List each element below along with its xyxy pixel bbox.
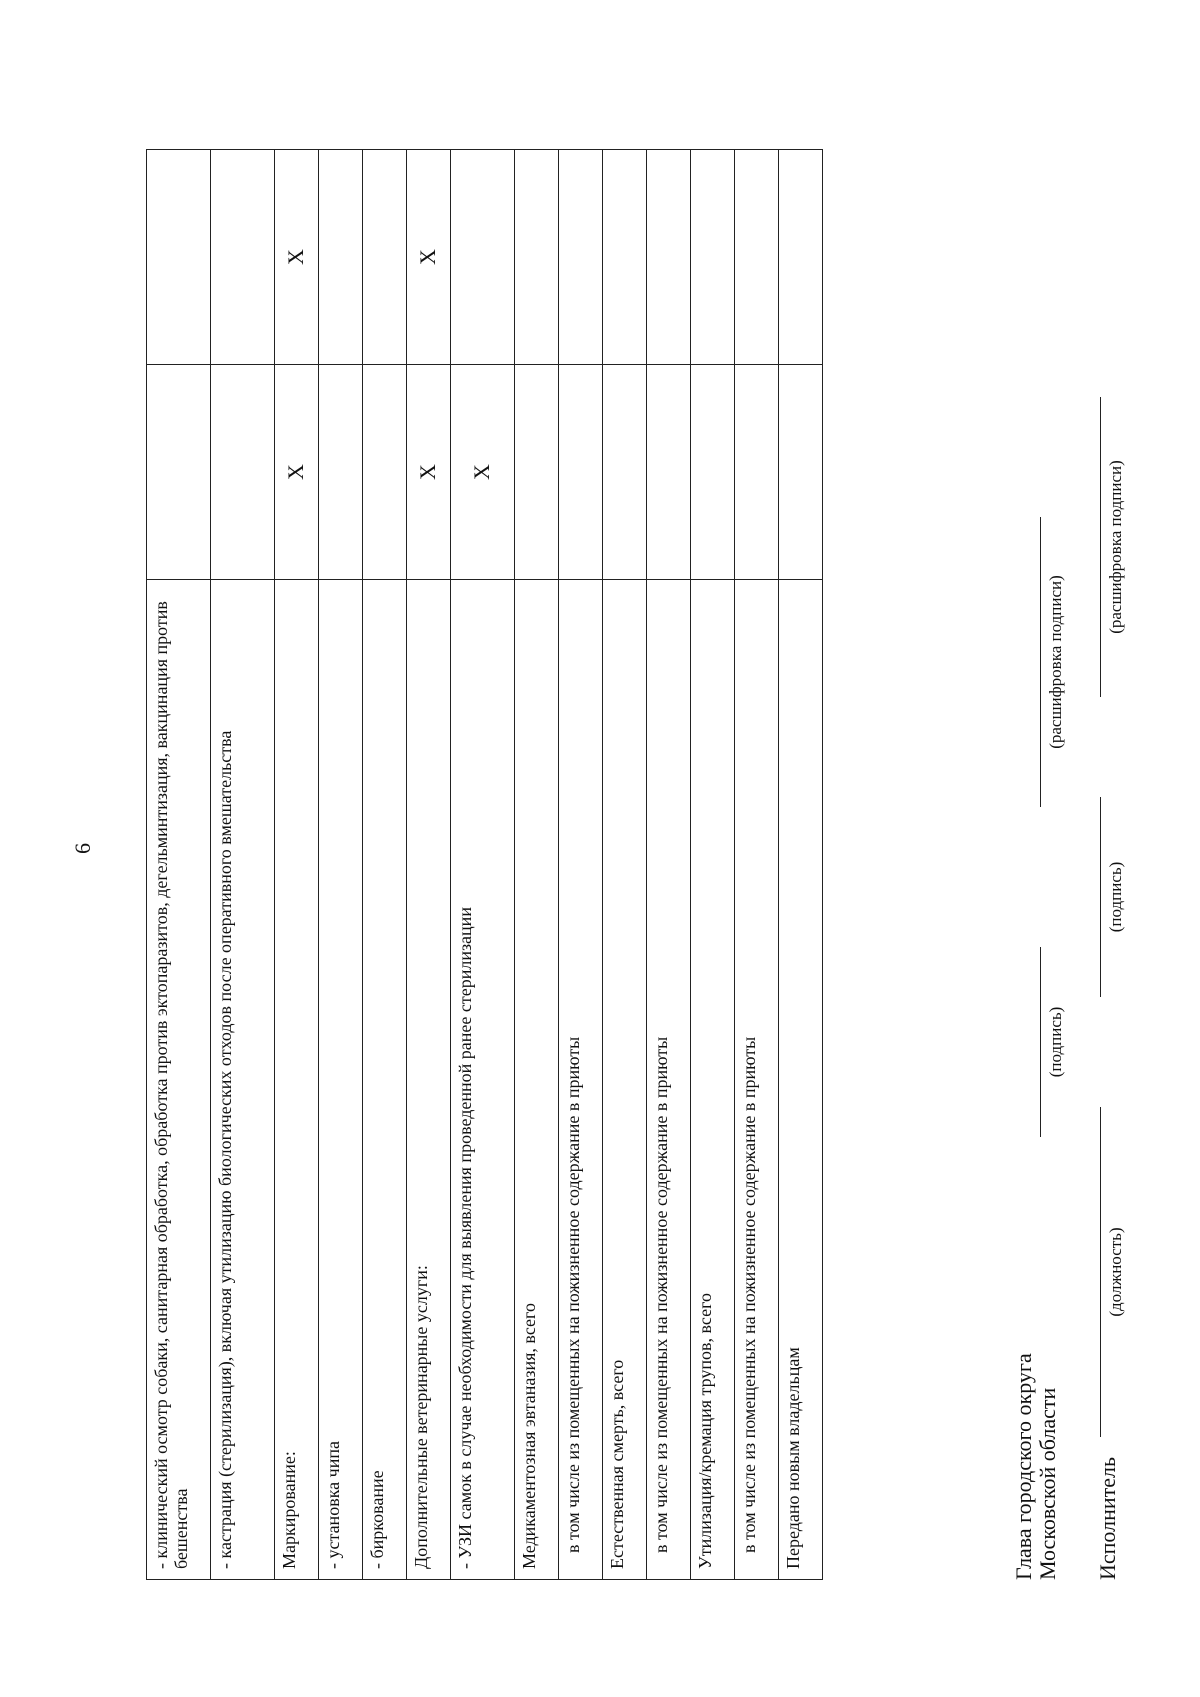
- row-mark-col2: [147, 365, 211, 580]
- table-row: [691, 150, 735, 1580]
- row-mark-col2: [691, 365, 735, 580]
- row-mark-col3: [603, 150, 647, 365]
- row-mark-col2: X: [407, 365, 451, 580]
- row-mark-col3: [559, 150, 603, 365]
- row-mark-col3: [691, 150, 735, 365]
- row-mark-col2: [735, 365, 779, 580]
- table-row: [275, 150, 319, 1580]
- table-row: [319, 150, 363, 1580]
- row-mark-col3: [779, 150, 823, 365]
- row-mark-col2: [647, 365, 691, 580]
- row-mark-col3: [363, 150, 407, 365]
- row-label: - биркование: [363, 580, 407, 1580]
- row-label: в том числе из помещенных на пожизненное содержание в приюты: [735, 580, 779, 1580]
- row-label: - установка чипа: [319, 580, 363, 1580]
- executor-block: [1096, 1457, 1121, 1580]
- table-row: [211, 150, 275, 1580]
- row-label: - кастрация (стерилизация), включая утилизацию биологических отходов после оперативного вмешательства: [211, 580, 275, 1580]
- executor-position-line: [1100, 1107, 1101, 1437]
- row-mark-col2: [603, 365, 647, 580]
- head-sign-line: [1040, 947, 1041, 1137]
- executor-decode-line: [1100, 397, 1101, 697]
- row-mark-col2: X: [451, 365, 515, 580]
- head-signature-block: [1012, 1353, 1060, 1580]
- table-row: [147, 150, 211, 1580]
- row-mark-col2: X: [275, 365, 319, 580]
- table-row: [363, 150, 407, 1580]
- executor-decode-caption: (расшифровка подписи): [1106, 460, 1125, 634]
- row-label: - клинический осмотр собаки, санитарная обработка, обработка против эктопаразитов, дегельминтизация, вакцинация против бешенства: [147, 580, 211, 1580]
- row-label: Медикаментозная эвтаназия, всего: [515, 580, 559, 1580]
- row-label: Передано новым владельцам: [779, 580, 823, 1580]
- row-mark-col3: [647, 150, 691, 365]
- executor-position-caption: (должность): [1106, 1227, 1125, 1317]
- row-label: Маркирование:: [275, 580, 319, 1580]
- row-mark-col3: [515, 150, 559, 365]
- row-mark-col3: X: [407, 150, 451, 365]
- row-mark-col3: X: [275, 150, 319, 365]
- row-mark-col3: [451, 150, 515, 365]
- table-row: [515, 150, 559, 1580]
- row-label: в том числе из помещенных на пожизненное содержание в приюты: [647, 580, 691, 1580]
- executor-label: Исполнитель: [1095, 1456, 1120, 1580]
- head-sign-caption: (подпись): [1046, 1006, 1065, 1078]
- row-mark-col3: [211, 150, 275, 365]
- head-decode-caption: (расшифровка подписи): [1046, 575, 1065, 749]
- row-mark-col2: [779, 365, 823, 580]
- services-table: [146, 149, 823, 1580]
- executor-sign-caption: (подпись): [1106, 861, 1125, 933]
- row-label: в том числе из помещенных на пожизненное содержание в приюты: [559, 580, 603, 1580]
- head-title-line1: Глава городского округа: [1011, 1353, 1036, 1580]
- row-label: Естественная смерть, всего: [603, 580, 647, 1580]
- table-row: [603, 150, 647, 1580]
- row-mark-col2: [559, 365, 603, 580]
- row-mark-col2: [363, 365, 407, 580]
- table-row: [407, 150, 451, 1580]
- row-label: Дополнительные ветеринарные услуги:: [407, 580, 451, 1580]
- row-mark-col3: [319, 150, 363, 365]
- table-row: [779, 150, 823, 1580]
- row-mark-col2: [211, 365, 275, 580]
- head-decode-line: [1040, 517, 1041, 807]
- row-mark-col2: [515, 365, 559, 580]
- row-mark-col3: [735, 150, 779, 365]
- row-mark-col2: [319, 365, 363, 580]
- table-row: [647, 150, 691, 1580]
- row-label: - УЗИ самок в случае необходимости для выявления проведенной ранее стерилизации: [451, 580, 515, 1580]
- table-row: [735, 150, 779, 1580]
- row-mark-col3: [147, 150, 211, 365]
- table-row: [451, 150, 515, 1580]
- table-row: [559, 150, 603, 1580]
- head-title-line2: Московской области: [1035, 1387, 1061, 1580]
- executor-sign-line: [1100, 797, 1101, 997]
- page-number: 6: [70, 843, 95, 854]
- row-label: Утилизация/кремация трупов, всего: [691, 580, 735, 1580]
